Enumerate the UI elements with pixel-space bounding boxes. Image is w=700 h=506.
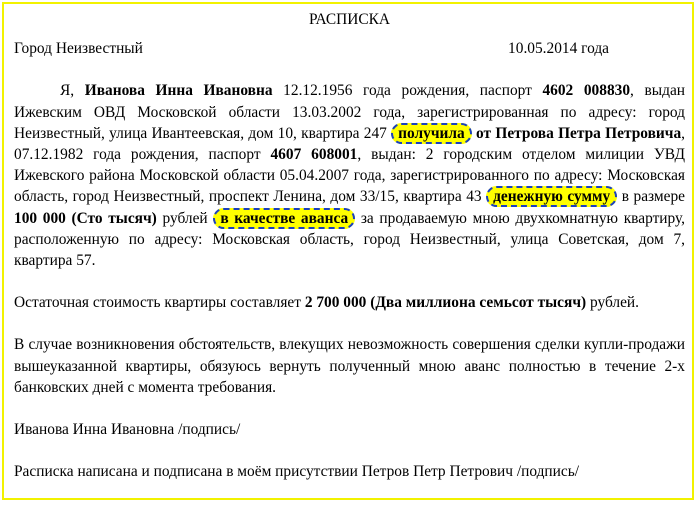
witness-line: Расписка написана и подписана в моём присутствии Петров Петр Петрович /подпись/ [14, 463, 580, 481]
text-fragment: , 07.12.1982 года рождения, паспорт [14, 124, 685, 164]
text-fragment: в размере [617, 188, 686, 206]
text-fragment: за продаваемую мною двухкомнатную квартиру, расположенную по адресу: Московская область, город Неизвестный, улица Советская, дом 7, квартира 57. [14, 209, 686, 270]
payer-name: Петрова Петра Петровича [495, 124, 682, 142]
signature-line: Иванова Инна Ивановна /подпись/ [14, 421, 241, 439]
passport-number-1: 4602 008830 [542, 82, 631, 100]
remaining-cost-paragraph [14, 292, 685, 313]
text-from: от [471, 124, 496, 142]
receiver-name: Иванова Инна Ивановна [84, 82, 273, 100]
main-paragraph [14, 80, 685, 271]
text-fragment: 12.12.1956 года рождения, паспорт [272, 82, 543, 100]
document-title: РАСПИСКА [308, 11, 391, 28]
text-fragment: , выдан: 2 городским отделом милиции УВД Ижевского района Московской области 05.04.2007 года, зарегистрированного по адресу: Московская область, город Неизвестный, проспект Ленина, дом 33/15, квартира 43 [14, 146, 685, 206]
text-fragment: рублей. [586, 294, 640, 312]
text-fragment: , выдан Ижевским ОВД Московской области 13.03.2002 года, зарегистрированная по адресу: город Неизвестный, улица Ивантеевская, дом 10, квартира 247 [14, 82, 686, 142]
advance-amount: 100 000 (Сто тысяч) [14, 209, 157, 227]
text-fragment: рублей [156, 209, 214, 227]
remaining-amount: 2 700 000 (Два миллиона семьсот тысяч) [304, 294, 587, 312]
date: 10.05.2014 года [508, 40, 609, 58]
highlight-as-advance: в качестве аванса [213, 208, 355, 229]
place-date-line [14, 38, 685, 59]
highlight-money-sum: денежную сумму [486, 186, 617, 207]
text-fragment: Я, [60, 82, 85, 100]
obligation-paragraph: В случае возникновения обстоятельств, влекущих невозможность совершения сделки купли-продажи вышеуказанной квартиры, обязуюсь вернуть полученный мною аванс полностью в течение 2-х банковских дней с момента требования. [14, 336, 685, 396]
receipt-document [14, 9, 685, 482]
text-fragment: Остаточная стоимость квартиры составляет [14, 294, 305, 312]
highlight-received: получила [391, 123, 472, 144]
city: Город Неизвестный [14, 40, 143, 58]
passport-number-2: 4607 608001 [270, 146, 358, 164]
